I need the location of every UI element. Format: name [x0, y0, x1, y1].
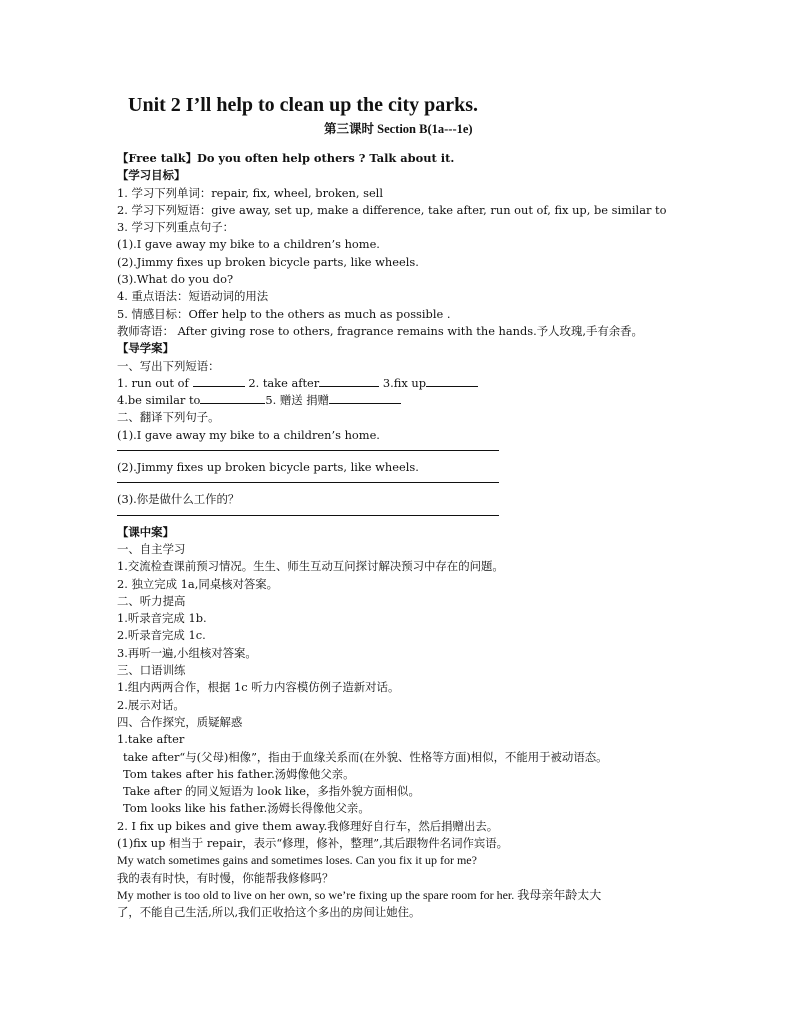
example-sentence: Tom looks like his father.汤姆长得像他父亲。: [123, 801, 370, 816]
answer-line[interactable]: [117, 509, 697, 524]
phrase-blank-row-2: [117, 392, 697, 409]
document-body: [117, 150, 697, 921]
objective-item: (1).I gave away my bike to a children’s home.: [117, 237, 380, 252]
phrase-blank-row-1: [117, 375, 697, 392]
grammar-point: 2. I fix up bikes and give them away.我修理好自行车，然后捐赠出去。: [117, 818, 499, 833]
grammar-explanation: (1)fix up 相当于 repair，表示“修理，修补，整理”,其后跟物件名词作宾语。: [117, 835, 509, 850]
answer-blank[interactable]: [193, 375, 245, 387]
step-item: 1.听录音完成 1b.: [117, 611, 207, 626]
objective-item: (3).What do you do?: [117, 272, 234, 287]
example-sentence: My mother is too old to live on her own, so we’re fixing up the spare room for her. 我母亲年龄太大: [117, 887, 602, 902]
in-class-heading: 【课中案】: [117, 524, 174, 539]
section-heading: 三、口语训练: [117, 663, 186, 678]
preview-section-1: 一、写出下列短语：: [117, 358, 220, 373]
answer-line[interactable]: [117, 444, 697, 459]
translate-item: (3).你是做什么工作的？: [117, 492, 240, 507]
preview-section-2: 二、翻译下列句子。: [117, 410, 220, 425]
translate-item: (1).I gave away my bike to a children’s home.: [117, 427, 380, 442]
step-item: 2.听录音完成 1c.: [117, 628, 206, 643]
answer-blank[interactable]: [200, 392, 265, 404]
grammar-point: 1.take after: [117, 732, 185, 747]
step-item: 1.组内两两合作，根据 1c 听力内容模仿例子造新对话。: [117, 680, 400, 695]
lesson-subtitle: 第三课时 Section B(1a---1e): [324, 122, 473, 136]
step-item: 3.再听一遍,小组核对答案。: [117, 645, 257, 660]
section-heading: 一、自主学习: [117, 541, 186, 556]
answer-blank[interactable]: [319, 375, 379, 387]
free-talk: 【Free talk】Do you often help others ? Talk about it.: [117, 151, 455, 165]
grammar-explanation: take after“与(父母)相像”，指由于血缘关系而(在外貌、性格等方面)相似，不能用于被动语态。: [123, 749, 608, 764]
phrase-prompt: 2. take after: [248, 375, 320, 390]
example-sentence: Tom takes after his father.汤姆像他父亲。: [123, 766, 355, 781]
grammar-explanation: Take after 的同义短语为 look like，多指外貌方面相似。: [123, 784, 420, 799]
objective-item: (2).Jimmy fixes up broken bicycle parts, like wheels.: [117, 254, 419, 269]
example-translation: 了，不能自己生活,所以,我们正收拾这个多出的房间让她住。: [117, 905, 421, 920]
preview-heading: 【导学案】: [117, 341, 174, 356]
unit-title: Unit 2 I’ll help to clean up the city parks.: [128, 94, 479, 116]
objective-item: 5. 情感目标：Offer help to the others as much as possible .: [117, 306, 451, 321]
objectives-heading: 【学习目标】: [117, 168, 186, 183]
answer-line[interactable]: [117, 476, 697, 491]
step-item: 1.交流检查课前预习情况。生生、师生互动互问探讨解决预习中存在的问题。: [117, 559, 504, 574]
example-translation: 我的表有时快，有时慢，你能帮我修修吗？: [117, 870, 334, 885]
answer-blank[interactable]: [426, 375, 478, 387]
objective-item: 3. 学习下列重点句子：: [117, 220, 235, 235]
step-item: 2. 独立完成 1a,同桌核对答案。: [117, 576, 279, 591]
objective-item: 1. 学习下列单词：repair, fix, wheel, broken, sell: [117, 185, 383, 200]
translate-item: (2).Jimmy fixes up broken bicycle parts, like wheels.: [117, 460, 419, 475]
teacher-message: 教师寄语： After giving rose to others, fragrance remains with the hands.予人玫瑰,手有余香。: [117, 323, 643, 338]
phrase-prompt: 4.be similar to: [117, 393, 201, 408]
phrase-prompt: 5. 赠送 捐赠: [265, 393, 330, 408]
step-item: 2.展示对话。: [117, 697, 185, 712]
example-sentence: My watch sometimes gains and sometimes loses. Can you fix it up for me?: [117, 853, 477, 868]
objective-item: 4. 重点语法：短语动词的用法: [117, 289, 269, 304]
section-heading: 四、合作探究，质疑解惑: [117, 714, 243, 729]
objective-item: 2. 学习下列短语：give away, set up, make a difference, take after, run out of, fix up, be similar to: [117, 202, 667, 217]
phrase-prompt: 3.fix up: [382, 375, 426, 390]
phrase-prompt: 1. run out of: [117, 375, 189, 390]
section-heading: 二、听力提高: [117, 593, 186, 608]
answer-blank[interactable]: [329, 392, 401, 404]
